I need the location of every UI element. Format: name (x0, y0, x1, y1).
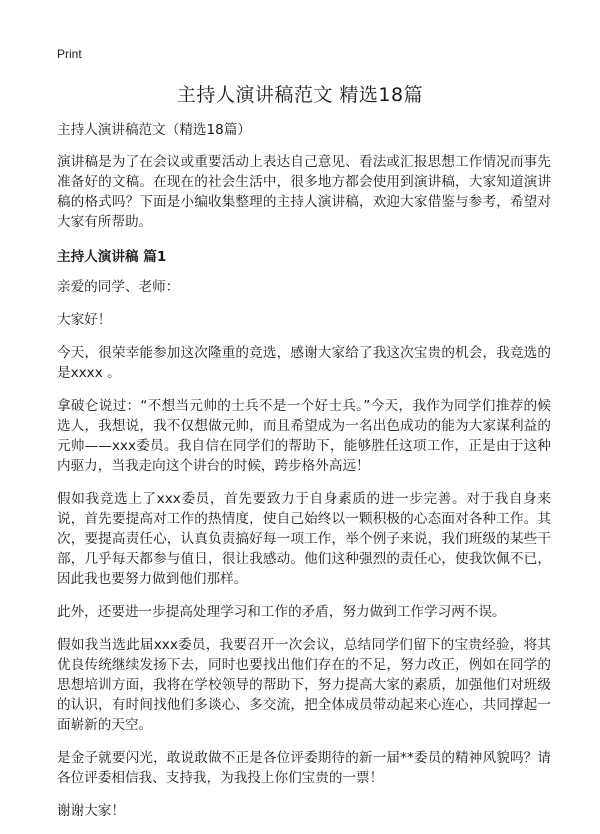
body-paragraph: 是金子就要闪光，敢说敢做不正是各位评委期待的新一届**委员的精神风貌吗？请各位评委相信我、支持我，为我投上你们宝贵的一票！ (57, 750, 551, 786)
body-paragraph: 拿破仑说过：“不想当元帅的士兵不是一个好士兵。”今天，我作为同学们推荐的候选人，我想说，我不仅想做元帅，而且希望成为一名出色成功的能为大家谋利益的元帅——xxx委员。我自信在同学们的帮助下，能够胜任这项工作，正是由于这种内驱力，当我走向这个讲台的时候，跨步格外高远！ (57, 398, 551, 474)
body-paragraph: 此外，还要进一步提高处理学习和工作的矛盾，努力做到工作学习两不误。 (57, 604, 506, 620)
section-heading: 主持人演讲稿 篇1 (57, 249, 167, 265)
hello-paragraph: 大家好！ (57, 312, 112, 328)
document-title: 主持人演讲稿范文 精选18篇 (176, 84, 424, 106)
intro-paragraph: 演讲稿是为了在会议或重要活动上表达自己意见、看法或汇报思想工作情况而事先准备好的文稿。在现在的社会生活中，很多地方都会使用到演讲稿，大家知道演讲稿的格式吗？下面是小编收集整理的主持人演讲稿，欢迎大家借鉴与参考，希望对大家有所帮助。 (57, 154, 551, 230)
greeting-paragraph: 亲爱的同学、老师： (57, 279, 180, 295)
print-label: Print (57, 47, 82, 61)
closing-paragraph: 谢谢大家！ (57, 803, 125, 819)
body-paragraph: 假如我竞选上了xxx委员，首先要致力于自身素质的进一步完善。对于我自身来说，首先要提高对工作的热情度，使自己始终以一颗积极的心态面对各种工作。其次，要提高责任心，认真负责搞好每一项工作，举个例子来说，我们班级的某些干部，几乎每天都参与值日，很让我感动。他们这种强烈的责任心，使我饮佩不已，因此我也要努力做到他们那样。 (57, 491, 551, 587)
document-subtitle: 主持人演讲稿范文（精选18篇） (57, 122, 252, 138)
body-paragraph: 假如我当选此届xxx委员，我要召开一次会议，总结同学们留下的宝贵经验，将其优良传统继续发扬下去，同时也要找出他们存在的不足，努力改正，例如在同学的思想培训方面，我将在学校领导的帮助下，努力提高大家的素质，加强他们对班级的认识，有时间找他们多谈心、多交流，把全体成员带动起来心连心，共同撑起一面崭新的天空。 (57, 637, 551, 733)
body-paragraph: 今天，很荣幸能参加这次隆重的竞选，感谢大家给了我这次宝贵的机会，我竞选的是xxxx 。 (57, 345, 551, 381)
document-body (57, 120, 551, 834)
